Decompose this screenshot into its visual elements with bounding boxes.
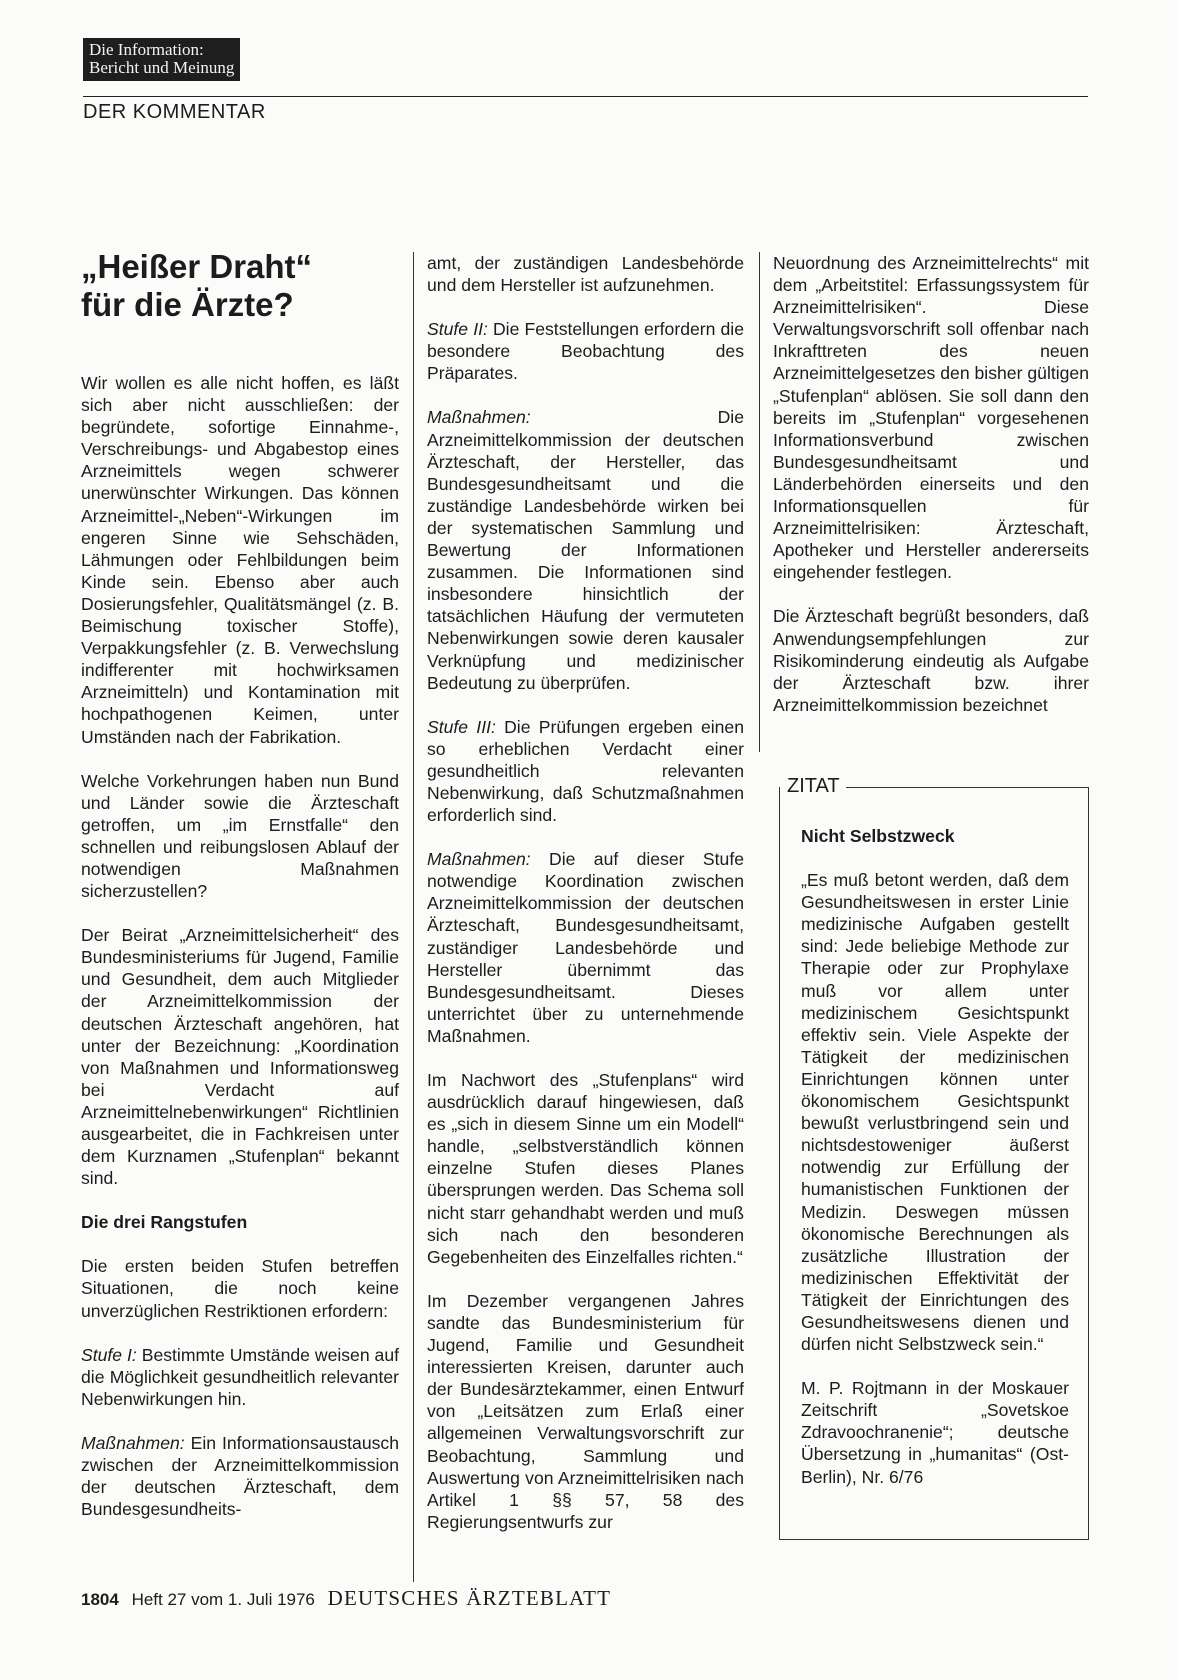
headline-line2: für die Ärzte? bbox=[81, 286, 294, 323]
quote-box-label: ZITAT bbox=[785, 775, 844, 798]
section-tag bbox=[83, 38, 240, 81]
article-headline bbox=[81, 248, 399, 324]
paragraph: amt, der zuständigen Landesbehörde und dem Hersteller ist aufzunehmen. bbox=[427, 253, 744, 296]
paragraph: Welche Vorkehrungen haben nun Bund und Länder sowie die Ärzteschaft getroffen, um „im Ernstfalle“ den schnellen und reibungslosen Ablauf der notwendigen Maßnahmen sicherzustellen? bbox=[81, 770, 399, 902]
article-column-3 bbox=[773, 252, 1089, 738]
paragraph-text: Die Prüfungen ergeben einen so erheblichen Verdacht einer gesundheitlich relevanten Nebenwirkung, daß Schutzmaßnahmen erforderlich sind. bbox=[427, 716, 744, 826]
article-column-2 bbox=[427, 252, 744, 1555]
paragraph bbox=[427, 318, 744, 384]
paragraph-text: Die Feststellungen erfordern die besondere Beobachtung des Präparates. bbox=[427, 319, 744, 384]
paragraph bbox=[81, 1432, 399, 1520]
paragraph-label: Stufe I: bbox=[81, 1344, 137, 1365]
page-number: 1804 bbox=[81, 1590, 119, 1609]
paragraph: Die Ärzteschaft begrüßt besonders, daß Anwendungsempfehlungen zur Risikominderung eindeutig als Aufgabe der Ärzteschaft bzw. ihrer Arzneimittelkommission bezeichnet bbox=[773, 606, 1089, 715]
quote-box-top-rule bbox=[846, 787, 1088, 788]
paragraph-text: Die auf dieser Stufe notwendige Koordination zwischen Arzneimittelkommission der deutschen Ärzteschaft, Bundesgesundheitsamt, zuständiger Landesbehörde und Hersteller übernimmt das Bundesgesundheitsamt. Dieses unterrichtet über zu unternehmende Maßnahmen. bbox=[427, 849, 744, 1046]
paragraph-label: Maßnahmen: bbox=[427, 407, 531, 428]
paragraph bbox=[427, 716, 744, 826]
page-footer bbox=[81, 1586, 611, 1611]
column-divider-2 bbox=[759, 252, 760, 752]
article-column-1 bbox=[81, 248, 399, 1542]
category-label: DER KOMMENTAR bbox=[83, 101, 266, 123]
paragraph-text: Die Arzneimittelkommission der deutschen Ärzteschaft, der Hersteller, das Bundesgesundheitsamt und die zuständige Landesbehörde wirken bei der systematischen Sammlung und Bewertung der Informationen zusammen. Die Informationen sind insbesondere hinsichtlich der tatsächlichen Häufung der vermuteten Nebenwirkungen sowie deren kausaler Verknüpfung und medizinischer Bedeutung zu überprüfen. bbox=[427, 407, 744, 693]
quote-source: M. P. Rojtmann in der Moskauer Zeitschrift „Sovetskoe Zdravoochranenie“; deutsche Übersetzung in „humanitas“ (Ost-Berlin), Nr. 6/76 bbox=[801, 1378, 1069, 1487]
paragraph bbox=[427, 406, 744, 693]
paragraph bbox=[427, 848, 744, 1047]
issue-info: Heft 27 vom 1. Juli 1976 bbox=[131, 1590, 315, 1609]
paragraph: Die ersten beiden Stufen betreffen Situationen, die noch keine unverzüglichen Restriktionen erfordern: bbox=[81, 1256, 399, 1321]
quote-text: „Es muß betont werden, daß dem Gesundheitswesen in erster Linie medizinische Aufgaben gestellt sind: Jede beliebige Methode zur Therapie oder zur Prophylaxe muß vor allem unter medizinischem Gesichtspunkt effektiv sein. Viele Aspekte der Tätigkeit der medizinischen Einrichtungen können unter ökonomischem Gesichtspunkt bewußt verlustbringend sein und nichtsdestoweniger äußerst notwendig zur Erfüllung der humanistischen Funktionen der Medizin. Deswegen müssen ökonomische Berechnungen als zusätzliche Illustration der medizinischen Effektivität der Tätigkeit der Einrichtungen des Gesundheitswesens dienen und dürfen nicht Selbstzweck sein.“ bbox=[801, 870, 1069, 1355]
header-rule bbox=[83, 96, 1088, 97]
subheading: Die drei Rangstufen bbox=[81, 1212, 248, 1233]
journal-name: DEUTSCHES ÄRZTEBLATT bbox=[327, 1586, 612, 1610]
paragraph: Neuordnung des Arzneimittelrechts“ mit dem „Arbeitstitel: Erfassungssystem für Arzneimittelrisiken“. Diese Verwaltungsvorschrift soll offenbar nach Inkrafttreten des neuen Arzneimittelgesetzes den bisher gültigen „Stufenplan“ ablösen. Sie soll dann den bereits im „Stufenplan“ vorgesehenen Informationsverbund zwischen Bundesgesundheitsamt und Länderbehörden einerseits und den Informationsquellen für Arzneimittelrisiken: Ärzteschaft, Apotheker und Hersteller andererseits eingehender festlegen. bbox=[773, 253, 1089, 583]
quote-box bbox=[779, 775, 1089, 1540]
paragraph-text: Ein Informationsaustausch zwischen der Arzneimittelkommission der deutschen Ärzteschaft, dem Bundesgesundheits- bbox=[81, 1432, 399, 1520]
section-tag-line2: Bericht und Meinung bbox=[89, 58, 235, 77]
quote-title: Nicht Selbstzweck bbox=[801, 826, 955, 846]
paragraph-label: Maßnahmen: bbox=[427, 849, 531, 870]
paragraph-label: Maßnahmen: bbox=[81, 1432, 185, 1453]
paragraph bbox=[81, 1344, 399, 1410]
paragraph: Im Dezember vergangenen Jahres sandte das Bundesministerium für Jugend, Familie und Gesundheit interessierten Kreisen, darunter auch der Bundesärztekammer, einen Entwurf von „Leitsätzen zum Erlaß einer allgemeinen Verwaltungsvorschrift zur Beobachtung, Sammlung und Auswertung von Arzneimittelrisiken nach Artikel 1 §§ 57, 58 des Regierungsentwurfs zur bbox=[427, 1290, 744, 1532]
paragraph: Der Beirat „Arzneimittelsicherheit“ des Bundesministeriums für Jugend, Familie und Gesundheit, dem auch Mitglieder der Arzneimittelkommission der deutschen Ärzteschaft angehören, hat unter der Bezeichnung: „Koordination von Maßnahmen und Informationsweg bei Verdacht auf Arzneimittelnebenwirkungen“ Richtlinien ausgearbeitet, die in Fachkreisen unter dem Kurznamen „Stufenplan“ bekannt sind. bbox=[81, 925, 399, 1189]
headline-line1: „Heißer Draht“ bbox=[81, 248, 313, 285]
paragraph-label: Stufe III: bbox=[427, 716, 496, 737]
section-tag-line1: Die Information: bbox=[89, 40, 204, 59]
paragraph-label: Stufe II: bbox=[427, 319, 488, 340]
column-divider-1 bbox=[413, 252, 414, 1582]
quote-box-body bbox=[801, 825, 1069, 1510]
paragraph-text: Bestimmte Umstände weisen auf die Möglichkeit gesundheitlich relevanter Nebenwirkungen hin. bbox=[81, 1344, 400, 1409]
paragraph: Wir wollen es alle nicht hoffen, es läßt sich aber nicht ausschließen: der begründete, sofortige Einnahme-, Verschreibungs- und Abgabestop eines Arzneimittels wegen schwerer unerwünschter Wirkungen. Das können Arzneimittel-„Neben“-Wirkungen im engeren Sinne wie Sehschäden, Lähmungen oder Fehlbildungen beim Kinde sein. Ebenso aber auch Dosierungsfehler, Qualitätsmängel (z. B. Beimischung toxischer Stoffe), Verpakkungsfehler (z. B. Verwechslung indifferenter mit hochwirksamen Arzneimitteln) und Kontamination mit hochpathogenen Keimen, unter Umständen nach der Fabrikation. bbox=[81, 373, 399, 747]
paragraph: Im Nachwort des „Stufenplans“ wird ausdrücklich darauf hingewiesen, daß es „sich in diesem Sinne um ein Modell“ handle, „selbstverständlich können einzelne Stufen dieses Planes übersprungen werden. Das Schema soll nicht starr gehandhabt werden und muß sich nach den besonderen Gegebenheiten des Einzelfalles richten.“ bbox=[427, 1070, 744, 1267]
